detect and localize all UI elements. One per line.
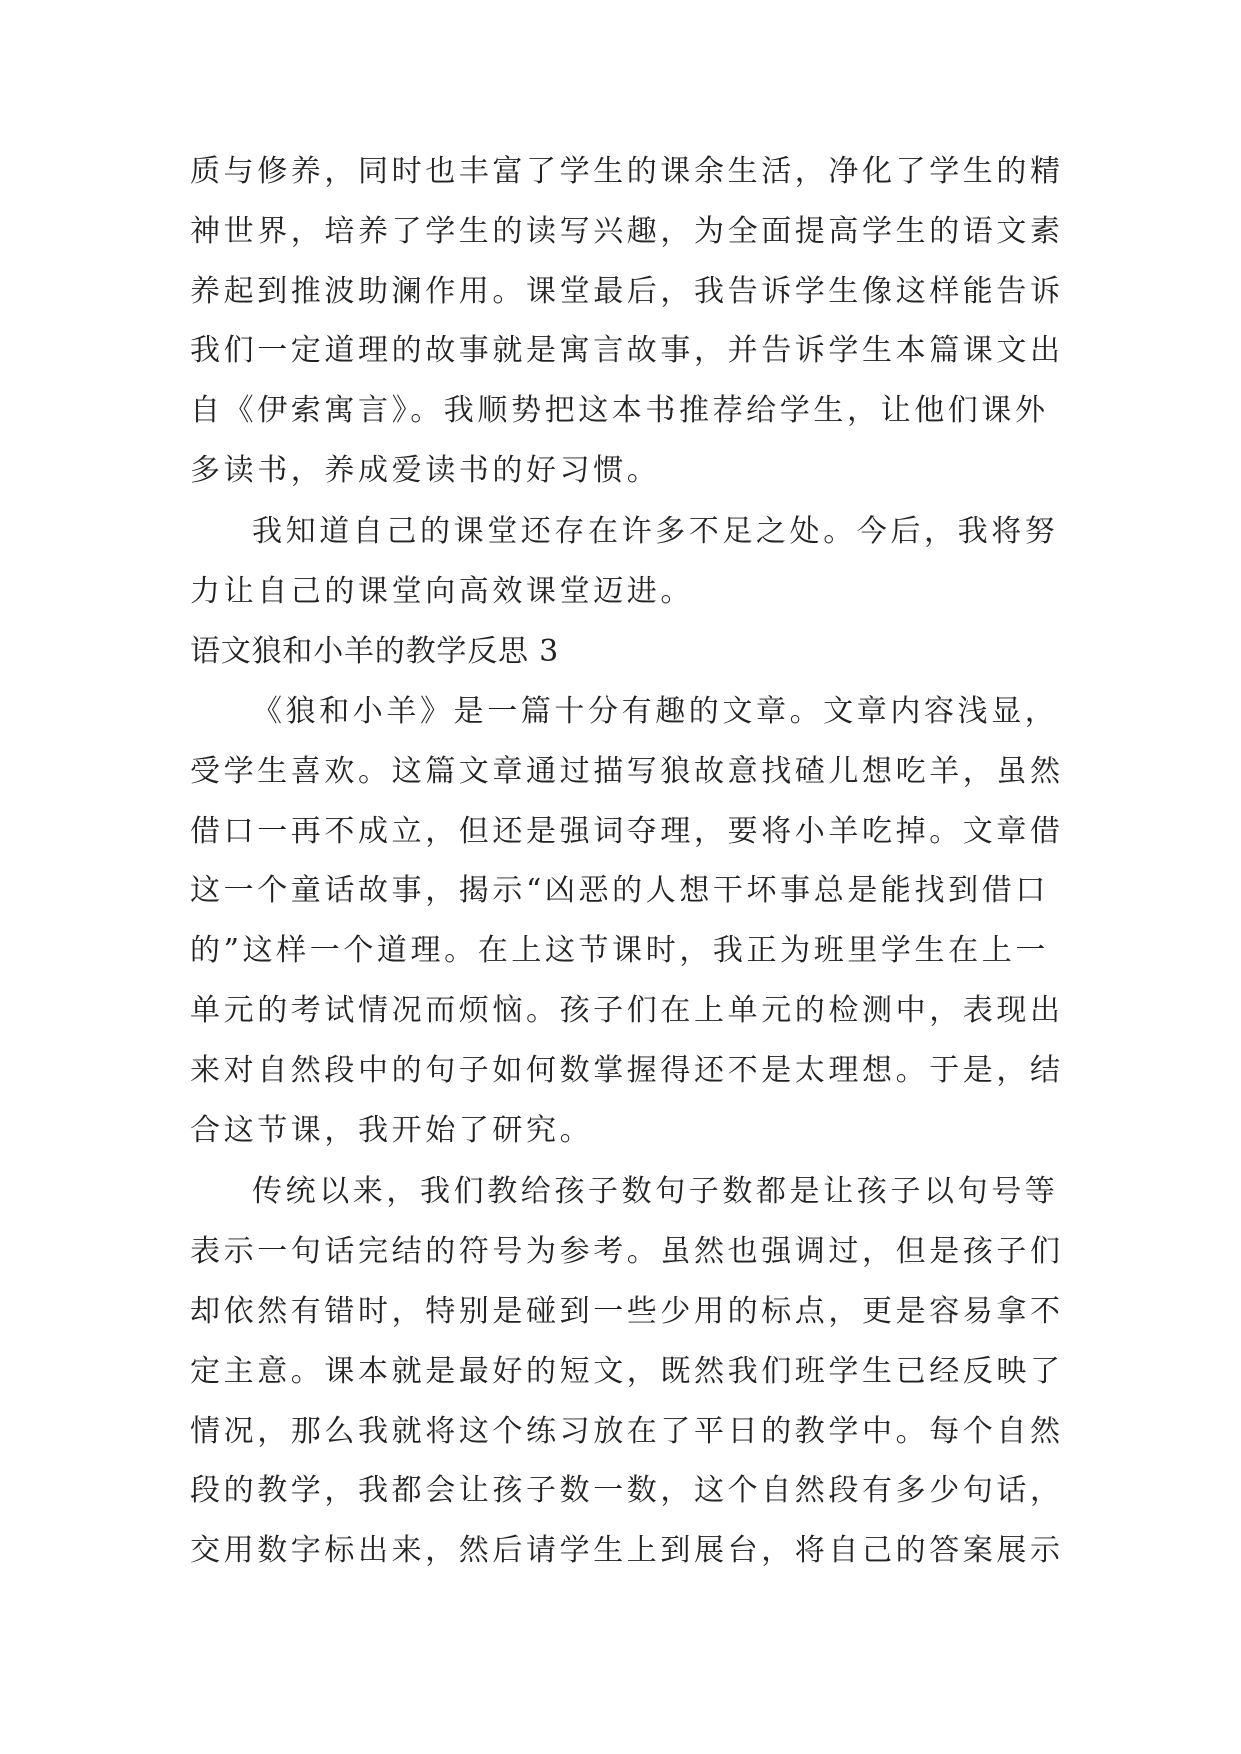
section-title: 语文狼和小羊的教学反思 3 [190,634,560,669]
paragraph-1-line-3: 养起到推波助澜作用。课堂最后，我告诉学生像这样能告诉 [190,274,1064,309]
section-paragraph-2-line-4: 定主意。课本就是最好的短文，既然我们班学生已经反映了 [190,1354,1064,1389]
paragraph-1-line-2: 神世界，培养了学生的读写兴趣，为全面提高学生的语文素 [190,214,1064,249]
section-paragraph-2-line-1: 传统以来，我们教给孩子数句子数都是让孩子以句号等 [252,1174,1059,1209]
paragraph-1-line-5: 自《伊索寓言》。我顺势把这本书推荐给学生，让他们课外 [190,393,1049,428]
paragraph-1-line-1: 质与修养，同时也丰富了学生的课余生活，净化了学生的精 [190,154,1064,189]
paragraph-1-line-4: 我们一定道理的故事就是寓言故事，并告诉学生本篇课文出 [190,333,1064,368]
section-paragraph-2-line-6: 段的教学，我都会让孩子数一数，这个自然段有多少句话， [190,1473,1064,1508]
section-paragraph-2-line-7: 交用数字标出来，然后请学生上到展台，将自己的答案展示 [190,1533,1064,1568]
paragraph-1-line-6: 多读书，养成爱读书的好习惯。 [190,453,661,488]
section-paragraph-1-line-5: 的”这样一个道理。在上这节课时，我正为班里学生在上一 [190,933,1049,968]
paragraph-2-line-1: 我知道自己的课堂还存在许多不足之处。今后，我将努 [252,514,1059,549]
section-paragraph-1-line-2: 受学生喜欢。这篇文章通过描写狼故意找碴儿想吃羊，虽然 [190,754,1064,789]
section-paragraph-2-line-5: 情况，那么我就将这个练习放在了平日的教学中。每个自然 [190,1414,1064,1449]
section-paragraph-2-line-2: 表示一句话完结的符号为参考。虽然也强调过，但是孩子们 [190,1234,1064,1269]
section-paragraph-1-line-7: 来对自然段中的句子如何数掌握得还不是太理想。于是，结 [190,1053,1064,1088]
paragraph-2-line-2: 力让自己的课堂向高效课堂迈进。 [190,574,694,609]
section-paragraph-1-line-4: 这一个童话故事，揭示“凶恶的人想干坏事总是能找到借口 [190,873,1049,908]
section-paragraph-2-line-3: 却依然有错时，特别是碰到一些少用的标点，更是容易拿不 [190,1294,1064,1329]
section-paragraph-1-line-1: 《狼和小羊》是一篇十分有趣的文章。文章内容浅显， [252,694,1059,729]
section-paragraph-1-line-6: 单元的考试情况而烦恼。孩子们在上单元的检测中，表现出 [190,993,1064,1028]
section-paragraph-1-line-8: 合这节课，我开始了研究。 [190,1113,594,1148]
section-paragraph-1-line-3: 借口一再不成立，但还是强词夺理，要将小羊吃掉。文章借 [190,814,1064,849]
